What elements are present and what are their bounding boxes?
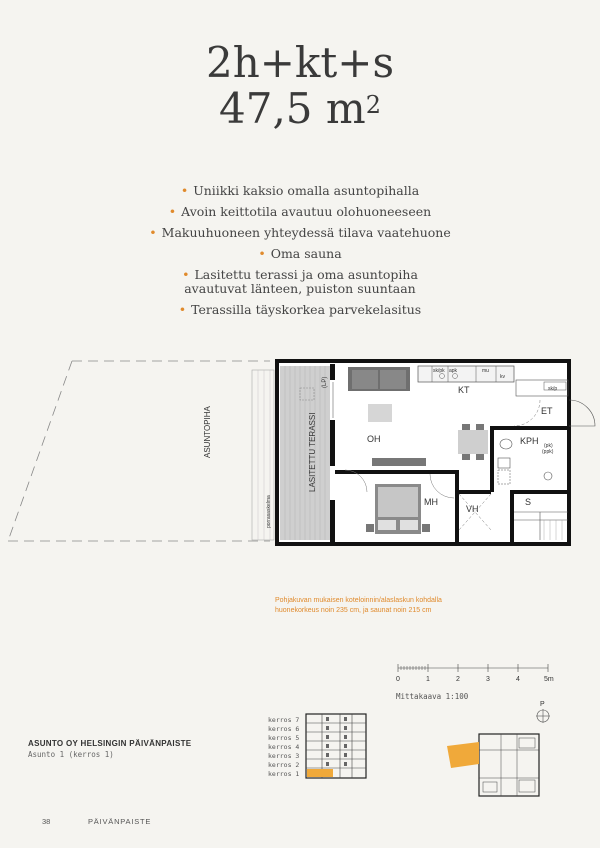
feature-item: • Lasitettu terassi ja oma asuntopiha (182, 267, 418, 282)
area-exponent: 2 (365, 91, 381, 119)
floor-label: kerros 2 (268, 761, 300, 769)
mh-label: MH (424, 497, 438, 507)
unit-highlight (447, 742, 479, 768)
footer-title: PÄIVÄNPAISTE (88, 817, 152, 826)
bullet-icon: • (182, 267, 190, 282)
feature-item: • Terassilla täyskorkea parvekelasitus (178, 302, 422, 317)
bullet-icon: • (178, 302, 187, 317)
floor-label: kerros 6 (268, 725, 300, 733)
kt-label: KT (458, 385, 470, 395)
sk-p-label: sk/p (548, 386, 558, 392)
apartment-type: 2h+kt+s (205, 38, 395, 87)
feature-list (0, 184, 600, 324)
kph-label: KPH (520, 436, 539, 446)
unit-label: Asunto 1 (kerros 1) (28, 750, 114, 759)
scale-tick-label: 3 (486, 676, 490, 683)
dining-table (458, 430, 488, 454)
coffee-table (368, 404, 392, 422)
yard-outline (8, 361, 270, 541)
floor-label: kerros 3 (268, 752, 300, 760)
page-number: 38 (42, 817, 51, 826)
floor-label: kerros 7 (268, 716, 300, 724)
scale-tick-label: 4 (516, 676, 520, 683)
key-plan (445, 698, 555, 798)
feature-item-continued: avautuvat länteen, puiston suuntaan (184, 281, 416, 296)
tv-unit (372, 458, 426, 466)
building-name: ASUNTO OY HELSINGIN PÄIVÄNPAISTE (28, 739, 192, 748)
oh-label: OH (367, 434, 381, 444)
note-line: Pohjakuvan mukaisen koteloinnin/alaslaskun kohdalla (275, 597, 442, 604)
floor-label: kerros 5 (268, 734, 300, 742)
asuntopiha-label: ASUNTOPIHA (203, 406, 212, 458)
apk-label: apk (449, 368, 458, 374)
bullet-icon: • (258, 246, 266, 261)
scale-tick-label: 0 (396, 676, 400, 683)
feature-item: • Makuuhuoneen yhteydessä tilava vaatehuone (149, 225, 451, 240)
floor-plan (0, 350, 600, 560)
unit-floor-highlight (307, 769, 333, 777)
et-label: ET (541, 406, 553, 416)
feature-item: • Oma sauna (258, 246, 342, 261)
ppk-label: (ppk) (542, 449, 554, 455)
feature-item: • Uniikki kaksio omalla asuntopihalla (180, 183, 420, 198)
floor-label: kerros 4 (268, 743, 300, 751)
porrasaskelma-label: porrasaskelma (266, 495, 272, 528)
vh-label: VH (466, 504, 479, 514)
skpk-label: sk/pk (433, 368, 445, 374)
compass-label: P (540, 701, 545, 708)
mu-label: mu (482, 368, 489, 374)
note-line: huonekorkeus noin 235 cm, ja saunat noin 215 cm (275, 607, 432, 614)
kv-label: kv (500, 374, 505, 380)
bullet-icon: • (168, 204, 177, 219)
scale-tick-label: 2 (456, 676, 460, 683)
area-value: 47,5 m (219, 84, 366, 133)
ceiling-height-note (275, 596, 515, 616)
s-label: S (525, 497, 532, 507)
terassi-label: LASITETTU TERASSI (308, 412, 317, 492)
apartment-area (0, 86, 600, 132)
building-section (300, 712, 380, 780)
scale-label: Mittakaava 1:100 (396, 692, 469, 701)
lp-label: (LP) (322, 376, 328, 388)
kpk-label: (pk) (544, 443, 553, 449)
bullet-icon: • (180, 183, 189, 198)
scale-tick-label: 5m (544, 676, 554, 683)
scale-tick-label: 1 (426, 676, 430, 683)
feature-item: • Avoin keittotila avautuu olohuoneeseen (168, 204, 432, 219)
floor-label: kerros 1 (268, 770, 300, 778)
entrance-door (569, 400, 595, 426)
bullet-icon: • (149, 225, 157, 240)
